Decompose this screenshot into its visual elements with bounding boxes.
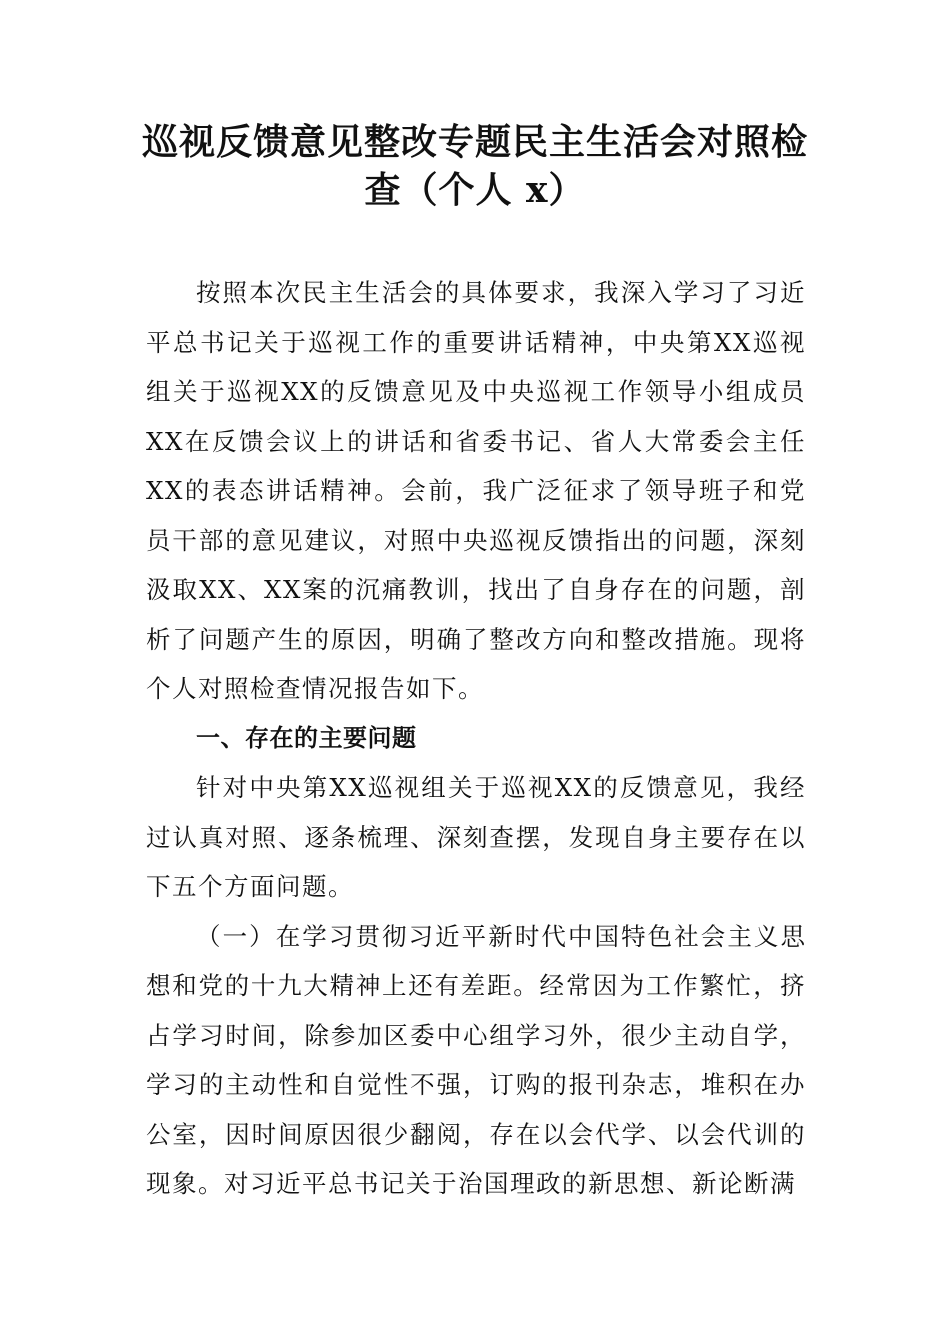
document-title <box>120 118 830 214</box>
item-1-body: 经常因为工作繁忙，挤占学习时间，除参加区委中心组学习外，很少主动自学，学习的主动性和自觉性不强，订购的报刊杂志，堆积在办公室，因时间原因很少翻阅，存在以会代学、以会代训的现象。对习近平总书记关于治国理政的新思想、新论断满 <box>146 971 806 1198</box>
title-line-2: 查（个人 x） <box>364 169 586 211</box>
document-body <box>146 268 806 1209</box>
section-intro-paragraph: 针对中央第XX巡视组关于巡视XX的反馈意见，我经过认真对照、逐条梳理、深刻查摆，发现自身主要存在以下五个方面问题。 <box>146 773 806 901</box>
item-1-paragraph <box>146 912 806 1209</box>
title-line-1: 巡视反馈意见整改专题民主生活会对照检 <box>141 121 808 163</box>
intro-paragraph: 按照本次民主生活会的具体要求，我深入学习了习近平总书记关于巡视工作的重要讲话精神，中央第XX巡视组关于巡视XX的反馈意见及中央巡视工作领导小组成员XX在反馈会议上的讲话和省委书记、省人大常委会主任XX的表态讲话精神。会前，我广泛征求了领导班子和党员干部的意见建议，对照中央巡视反馈指出的问题，深刻汲取XX、XX案的沉痛教训，找出了自身存在的问题，剖析了问题产生的原因，明确了整改方向和整改措施。现将个人对照检查情况报告如下。 <box>146 278 806 703</box>
section-heading-main-problems: 一、存在的主要问题 <box>196 723 417 752</box>
item-1-heading: （一）在学习贯彻习近平新时代中国特色社会主义思想和党的十九大精神上还有差距。 <box>146 921 806 1000</box>
